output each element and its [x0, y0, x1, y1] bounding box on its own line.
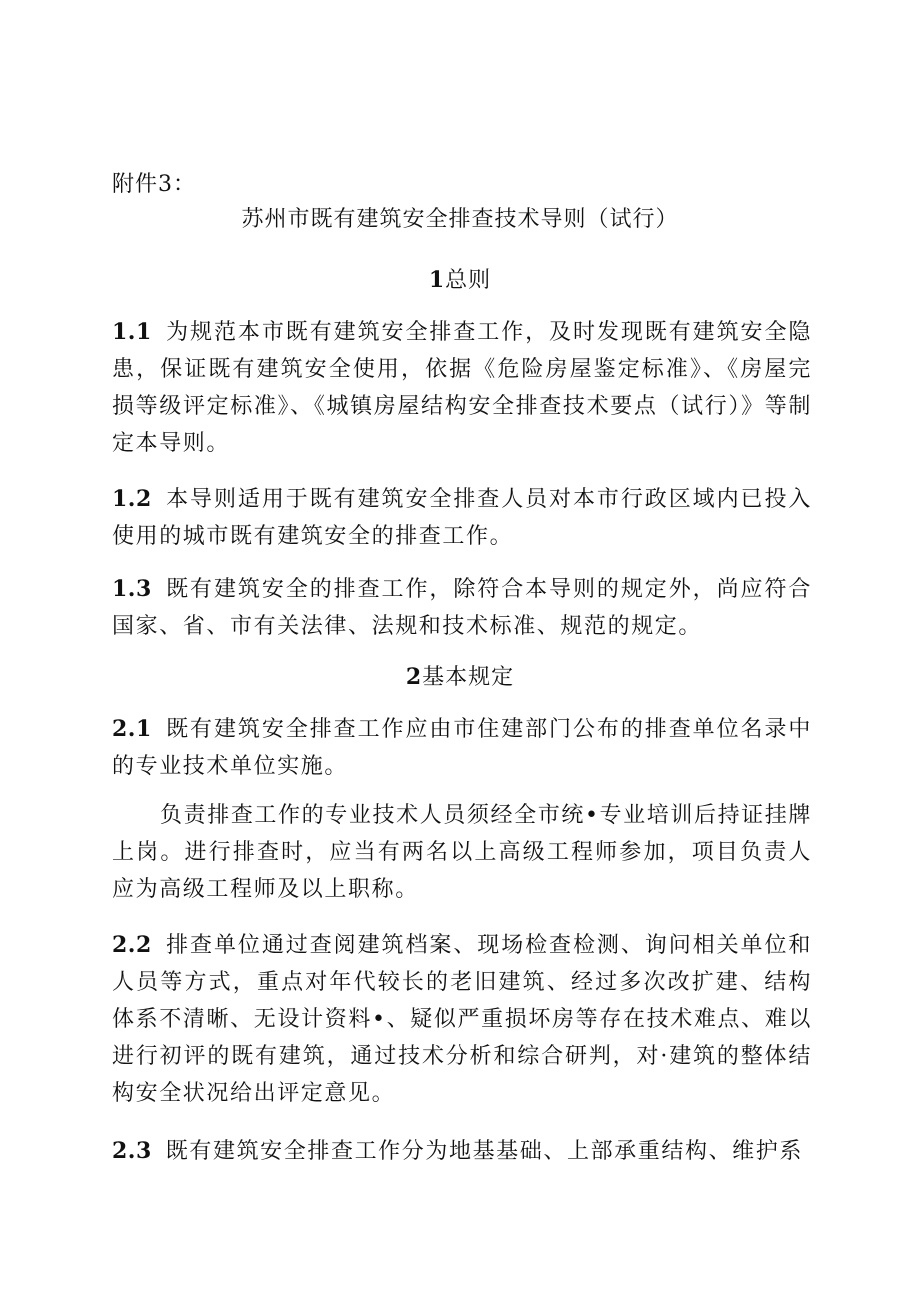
clause-number: 1.1 [112, 319, 152, 345]
clause-1-1 [112, 314, 812, 462]
clause-2-1 [112, 711, 812, 785]
clause-text: 本导则适用于既有建筑安全排查人员对本市行政区域内已投入使用的城市既有建筑安全的排查工作。 [112, 487, 812, 549]
clause-number: 2.2 [112, 932, 152, 958]
clause-2-2 [112, 927, 812, 1112]
clause-2-1-continuation [112, 797, 812, 908]
clause-text: 既有建筑安全排查工作分为地基基础、上部承重结构、维护系 [165, 1139, 803, 1164]
section-title: 基本规定 [422, 665, 515, 690]
section-title: 总则 [445, 268, 492, 293]
clause-text: 负责排查工作的专业技术人员须经全市统•专业培训后持证挂牌上岗。进行排查时，应当有两名以上高级工程师参加，项目负责人应为高级工程师及以上职称。 [112, 803, 812, 902]
clause-number: 2.3 [112, 1138, 152, 1164]
document-title: 苏州市既有建筑安全排查技术导则（试行） [241, 207, 679, 232]
clause-text: 为规范本市既有建筑安全排查工作，及时发现既有建筑安全隐患，保证既有建筑安全使用，依据《危险房屋鉴定标准》、《房屋完损等级评定标准》、《城镇房屋结构安全排查技术要点（试行）》等制定本导则。 [112, 320, 812, 456]
section-heading-general [0, 265, 920, 296]
attachment-label: 附件3： [112, 172, 196, 197]
clause-text: 既有建筑安全排查工作应由市住建部门公布的排查单位名录中的专业技术单位实施。 [112, 717, 812, 779]
section-heading-basic-provisions [0, 662, 920, 693]
clause-number: 1.2 [112, 486, 152, 512]
clause-number: 2.1 [112, 716, 152, 742]
clause-text: 既有建筑安全的排查工作，除符合本导则的规定外，尚应符合国家、省、市有关法律、法规和技术标准、规范的规定。 [112, 577, 812, 639]
clause-2-3 [112, 1133, 812, 1170]
clause-1-2 [112, 481, 812, 555]
section-number: 1 [428, 267, 446, 293]
section-number: 2 [405, 664, 423, 690]
clause-number: 1.3 [112, 576, 152, 602]
clause-text: 排查单位通过查阅建筑档案、现场检查检测、询问相关单位和人员等方式，重点对年代较长的老旧建筑、经过多次改扩建、结构体系不清晰、无设计资料•、疑似严重损坏房等存在技术难点、难以进行初评的既有建筑，通过技术分析和综合研判，对·建筑的整体结构安全状况给出评定意见。 [112, 933, 812, 1106]
clause-1-3 [112, 571, 812, 645]
